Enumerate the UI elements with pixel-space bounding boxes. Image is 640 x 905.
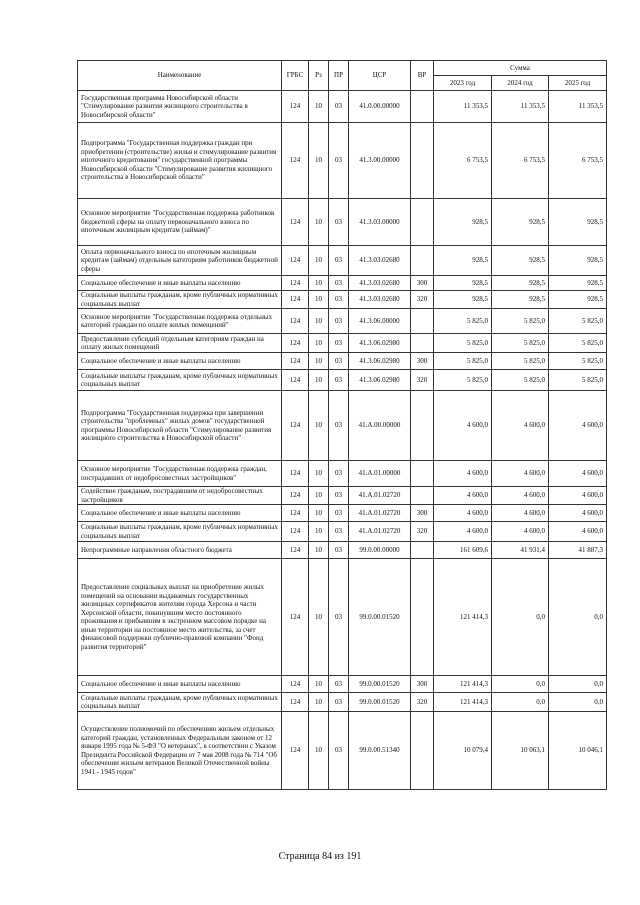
row-rz: 10 xyxy=(309,309,329,334)
row-csr: 41.A.01.02720 xyxy=(349,487,411,505)
row-sum-2023: 928,5 xyxy=(434,276,492,291)
table-row xyxy=(78,461,607,487)
table-row xyxy=(78,291,607,309)
row-vr xyxy=(411,542,434,559)
row-sum-2025: 0,0 xyxy=(549,559,607,676)
row-name: Социальные выплаты гражданам, кроме публичных нормативных социальных выплат xyxy=(78,370,282,391)
row-pr: 03 xyxy=(329,522,349,542)
row-rz: 10 xyxy=(309,461,329,487)
row-sum-2023: 5 825,0 xyxy=(434,353,492,370)
row-rz: 10 xyxy=(309,676,329,693)
header-year-2023: 2023 год xyxy=(434,76,492,91)
table-row xyxy=(78,353,607,370)
row-sum-2025: 5 825,0 xyxy=(549,370,607,391)
row-vr xyxy=(411,91,434,123)
row-sum-2025: 6 753,5 xyxy=(549,123,607,199)
row-sum-2024: 4 600,0 xyxy=(492,391,549,461)
row-sum-2025: 5 825,0 xyxy=(549,309,607,334)
row-sum-2025: 0,0 xyxy=(549,676,607,693)
row-grbs: 124 xyxy=(282,461,309,487)
row-rz: 10 xyxy=(309,391,329,461)
row-grbs: 124 xyxy=(282,542,309,559)
table-row xyxy=(78,123,607,199)
row-vr xyxy=(411,559,434,676)
row-csr: 41.3.06.02980 xyxy=(349,370,411,391)
row-sum-2024: 5 825,0 xyxy=(492,334,549,353)
row-pr: 03 xyxy=(329,309,349,334)
row-sum-2023: 5 825,0 xyxy=(434,334,492,353)
row-csr: 41.3.03.02680 xyxy=(349,291,411,309)
row-pr: 03 xyxy=(329,123,349,199)
row-vr xyxy=(411,334,434,353)
row-pr: 03 xyxy=(329,391,349,461)
row-pr: 03 xyxy=(329,276,349,291)
row-grbs: 124 xyxy=(282,693,309,712)
row-sum-2023: 121 414,3 xyxy=(434,676,492,693)
row-rz: 10 xyxy=(309,370,329,391)
row-vr xyxy=(411,246,434,276)
row-sum-2024: 0,0 xyxy=(492,693,549,712)
header-vr: ВР xyxy=(411,61,434,91)
row-rz: 10 xyxy=(309,693,329,712)
row-csr: 41.3.06.02980 xyxy=(349,353,411,370)
row-name: Социальные выплаты гражданам, кроме публичных нормативных социальных выплат xyxy=(78,522,282,542)
row-sum-2024: 4 600,0 xyxy=(492,487,549,505)
row-csr: 41.3.00.00000 xyxy=(349,123,411,199)
row-rz: 10 xyxy=(309,559,329,676)
row-grbs: 124 xyxy=(282,353,309,370)
row-sum-2025: 4 600,0 xyxy=(549,522,607,542)
row-sum-2025: 4 600,0 xyxy=(549,505,607,522)
row-csr: 41.3.03.02680 xyxy=(349,246,411,276)
row-rz: 10 xyxy=(309,542,329,559)
row-sum-2024: 4 600,0 xyxy=(492,461,549,487)
row-sum-2025: 5 825,0 xyxy=(549,334,607,353)
table-row xyxy=(78,542,607,559)
row-grbs: 124 xyxy=(282,199,309,246)
row-rz: 10 xyxy=(309,712,329,790)
row-csr: 99.0.00.01520 xyxy=(349,676,411,693)
row-rz: 10 xyxy=(309,505,329,522)
row-csr: 99.0.00.00000 xyxy=(349,542,411,559)
row-pr: 03 xyxy=(329,559,349,676)
row-sum-2023: 121 414,3 xyxy=(434,559,492,676)
header-name: Наименование xyxy=(78,61,282,91)
row-sum-2024: 5 825,0 xyxy=(492,353,549,370)
row-sum-2024: 41 931,4 xyxy=(492,542,549,559)
row-sum-2024: 11 353,5 xyxy=(492,91,549,123)
row-vr: 320 xyxy=(411,291,434,309)
header-rz: Рз xyxy=(309,61,329,91)
row-name: Социальные выплаты гражданам, кроме публичных нормативных социальных выплат xyxy=(78,291,282,309)
row-csr: 99.0.00.01520 xyxy=(349,559,411,676)
row-sum-2023: 6 753,5 xyxy=(434,123,492,199)
row-name: Подпрограмма "Государственная поддержка при завершении строительства "проблемных" жилых домов" государственной программы Новосибирской области "Стимулирование развития жилищного строительства в Новосибирской области" xyxy=(78,391,282,461)
row-vr: 300 xyxy=(411,676,434,693)
row-name: Государственная программа Новосибирской области "Стимулирование развития жилищного строительства в Новосибирской области" xyxy=(78,91,282,123)
row-sum-2023: 928,5 xyxy=(434,199,492,246)
row-sum-2023: 928,5 xyxy=(434,291,492,309)
row-csr: 41.A.01.02720 xyxy=(349,505,411,522)
row-sum-2025: 928,5 xyxy=(549,199,607,246)
row-grbs: 124 xyxy=(282,334,309,353)
row-name: Социальное обеспечение и иные выплаты населению xyxy=(78,505,282,522)
table-row xyxy=(78,370,607,391)
row-name: Основное мероприятие "Государственная поддержка работников бюджетной сферы на оплату первоначального взноса по ипотечным жилищным кредитам (займам)" xyxy=(78,199,282,246)
header-sum: Сумма xyxy=(434,61,607,76)
row-name: Социальное обеспечение и иные выплаты населению xyxy=(78,353,282,370)
row-sum-2023: 928,5 xyxy=(434,246,492,276)
row-grbs: 124 xyxy=(282,246,309,276)
row-csr: 41.3.06.00000 xyxy=(349,309,411,334)
row-vr xyxy=(411,199,434,246)
table-row xyxy=(78,309,607,334)
header-csr: ЦСР xyxy=(349,61,411,91)
row-csr: 41.3.03.00000 xyxy=(349,199,411,246)
row-sum-2023: 4 600,0 xyxy=(434,461,492,487)
row-grbs: 124 xyxy=(282,370,309,391)
row-pr: 03 xyxy=(329,542,349,559)
row-pr: 03 xyxy=(329,370,349,391)
row-name: Основное мероприятие "Государственная поддержка граждан, пострадавших от недобросовестных застройщиков" xyxy=(78,461,282,487)
row-grbs: 124 xyxy=(282,559,309,676)
row-pr: 03 xyxy=(329,291,349,309)
row-vr xyxy=(411,487,434,505)
row-sum-2024: 928,5 xyxy=(492,246,549,276)
row-name: Подпрограмма "Государственная поддержка граждан при приобретении (строительстве) жилья и стимулирование развития ипотечного кредитования" государственной программы Новосибирской области "Стимулирование развития жилищного строительства в Новосибирской области" xyxy=(78,123,282,199)
header-year-2024: 2024 год xyxy=(492,76,549,91)
row-pr: 03 xyxy=(329,461,349,487)
row-vr: 320 xyxy=(411,370,434,391)
row-sum-2025: 928,5 xyxy=(549,291,607,309)
row-name: Содействие гражданам, пострадавшим от недобросовестных застройщиков xyxy=(78,487,282,505)
row-rz: 10 xyxy=(309,334,329,353)
row-sum-2023: 121 414,3 xyxy=(434,693,492,712)
row-pr: 03 xyxy=(329,353,349,370)
row-name: Непрограммные направления областного бюджета xyxy=(78,542,282,559)
row-grbs: 124 xyxy=(282,712,309,790)
row-rz: 10 xyxy=(309,276,329,291)
table-row xyxy=(78,391,607,461)
row-sum-2023: 5 825,0 xyxy=(434,370,492,391)
row-vr xyxy=(411,123,434,199)
header-pr: ПР xyxy=(329,61,349,91)
row-vr: 300 xyxy=(411,505,434,522)
row-csr: 99.0.00.51340 xyxy=(349,712,411,790)
budget-table xyxy=(77,60,607,790)
row-sum-2023: 11 353,5 xyxy=(434,91,492,123)
row-sum-2024: 4 600,0 xyxy=(492,522,549,542)
row-vr: 320 xyxy=(411,693,434,712)
row-rz: 10 xyxy=(309,353,329,370)
row-grbs: 124 xyxy=(282,505,309,522)
row-vr: 320 xyxy=(411,522,434,542)
row-csr: 41.A.01.02720 xyxy=(349,522,411,542)
row-sum-2024: 0,0 xyxy=(492,676,549,693)
row-name: Предоставление субсидий отдельным категориям граждан на оплату жилых помещений xyxy=(78,334,282,353)
row-grbs: 124 xyxy=(282,276,309,291)
row-sum-2024: 928,5 xyxy=(492,199,549,246)
row-pr: 03 xyxy=(329,693,349,712)
row-csr: 41.3.06.02980 xyxy=(349,334,411,353)
row-sum-2025: 928,5 xyxy=(549,276,607,291)
row-sum-2024: 4 600,0 xyxy=(492,505,549,522)
row-pr: 03 xyxy=(329,334,349,353)
table-row xyxy=(78,487,607,505)
row-sum-2025: 4 600,0 xyxy=(549,487,607,505)
row-grbs: 124 xyxy=(282,487,309,505)
row-sum-2024: 0,0 xyxy=(492,559,549,676)
row-grbs: 124 xyxy=(282,309,309,334)
header-year-2025: 2025 год xyxy=(549,76,607,91)
row-sum-2025: 5 825,0 xyxy=(549,353,607,370)
row-rz: 10 xyxy=(309,123,329,199)
row-vr xyxy=(411,309,434,334)
row-name: Основное мероприятие "Государственная поддержка отдельных категорий граждан по оплате жилых помещений" xyxy=(78,309,282,334)
row-grbs: 124 xyxy=(282,91,309,123)
row-sum-2023: 4 600,0 xyxy=(434,505,492,522)
row-sum-2024: 928,5 xyxy=(492,276,549,291)
row-vr xyxy=(411,461,434,487)
table-row xyxy=(78,199,607,246)
row-sum-2025: 41 887,3 xyxy=(549,542,607,559)
row-csr: 41.0.00.00000 xyxy=(349,91,411,123)
row-pr: 03 xyxy=(329,199,349,246)
row-pr: 03 xyxy=(329,712,349,790)
row-vr: 300 xyxy=(411,276,434,291)
table-row xyxy=(78,712,607,790)
table-row xyxy=(78,693,607,712)
row-sum-2023: 10 079,4 xyxy=(434,712,492,790)
row-sum-2025: 4 600,0 xyxy=(549,391,607,461)
row-pr: 03 xyxy=(329,91,349,123)
row-pr: 03 xyxy=(329,246,349,276)
row-rz: 10 xyxy=(309,487,329,505)
row-sum-2025: 928,5 xyxy=(549,246,607,276)
row-sum-2024: 928,5 xyxy=(492,291,549,309)
row-vr: 300 xyxy=(411,353,434,370)
budget-table-body xyxy=(78,91,607,790)
row-name: Осуществление полномочий по обеспечению жильем отдельных категорий граждан, установленных Федеральным законом от 12 января 1995 года № 5-ФЗ "О ветеранах", в соответствии с Указом Президента Российской Федерации от 7 мая 2008 года № 714 "Об обеспечении жильем ветеранов Великой Отечественной войны 1941 - 1945 годов" xyxy=(78,712,282,790)
row-grbs: 124 xyxy=(282,676,309,693)
row-name: Предоставление социальных выплат на приобретение жилых помещений на основании выдаваемых государственных жилищных сертификатов жителям города Херсона и части Херсонской области, покинувшим место постоянного проживания и прибывшим в экстренном массовом порядке на иные территории на постоянное место жительства, за счет финансовой поддержки публично-правовой компании "Фонд развития территорий" xyxy=(78,559,282,676)
row-rz: 10 xyxy=(309,199,329,246)
page-number: Страница 84 из 191 xyxy=(278,851,362,862)
row-sum-2024: 6 753,5 xyxy=(492,123,549,199)
row-sum-2023: 5 825,0 xyxy=(434,309,492,334)
row-grbs: 124 xyxy=(282,291,309,309)
table-row xyxy=(78,246,607,276)
row-name: Социальные выплаты гражданам, кроме публичных нормативных социальных выплат xyxy=(78,693,282,712)
row-grbs: 124 xyxy=(282,522,309,542)
row-sum-2023: 161 609,6 xyxy=(434,542,492,559)
row-sum-2023: 4 600,0 xyxy=(434,391,492,461)
row-grbs: 124 xyxy=(282,391,309,461)
row-pr: 03 xyxy=(329,487,349,505)
row-pr: 03 xyxy=(329,505,349,522)
table-row xyxy=(78,91,607,123)
row-rz: 10 xyxy=(309,246,329,276)
row-name: Социальное обеспечение и иные выплаты населению xyxy=(78,676,282,693)
row-sum-2023: 4 600,0 xyxy=(434,522,492,542)
row-name: Оплата первоначального взноса по ипотечным жилищным кредитам (займам) отдельным категориям работников бюджетной сферы xyxy=(78,246,282,276)
row-sum-2024: 5 825,0 xyxy=(492,309,549,334)
row-sum-2024: 5 825,0 xyxy=(492,370,549,391)
row-csr: 99.0.00.01520 xyxy=(349,693,411,712)
row-sum-2025: 0,0 xyxy=(549,693,607,712)
table-row xyxy=(78,676,607,693)
row-sum-2025: 11 353,5 xyxy=(549,91,607,123)
row-sum-2024: 10 063,1 xyxy=(492,712,549,790)
table-row xyxy=(78,334,607,353)
row-vr xyxy=(411,391,434,461)
row-csr: 41.A.01.00000 xyxy=(349,461,411,487)
header-grbs: ГРБС xyxy=(282,61,309,91)
row-pr: 03 xyxy=(329,676,349,693)
row-vr xyxy=(411,712,434,790)
row-sum-2025: 4 600,0 xyxy=(549,461,607,487)
row-csr: 41.3.03.02680 xyxy=(349,276,411,291)
row-csr: 41.A.00.00000 xyxy=(349,391,411,461)
table-row xyxy=(78,559,607,676)
row-rz: 10 xyxy=(309,91,329,123)
table-row xyxy=(78,522,607,542)
row-sum-2023: 4 600,0 xyxy=(434,487,492,505)
row-rz: 10 xyxy=(309,291,329,309)
table-row xyxy=(78,276,607,291)
table-row xyxy=(78,505,607,522)
row-grbs: 124 xyxy=(282,123,309,199)
row-name: Социальное обеспечение и иные выплаты населению xyxy=(78,276,282,291)
row-rz: 10 xyxy=(309,522,329,542)
row-sum-2025: 10 046,1 xyxy=(549,712,607,790)
